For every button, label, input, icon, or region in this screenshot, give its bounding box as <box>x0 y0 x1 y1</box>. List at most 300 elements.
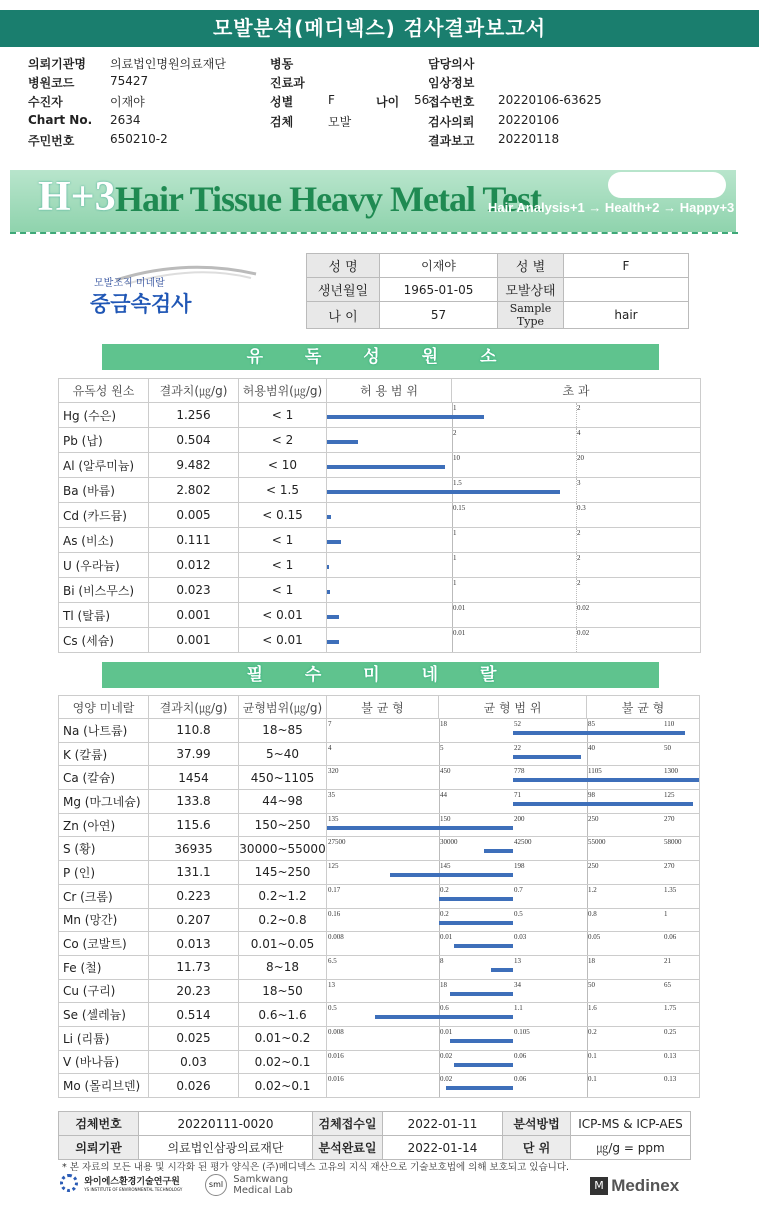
samkwang-sub: Medical Lab <box>233 1185 293 1196</box>
mineral-element: Mg (마그네슘) <box>59 790 149 814</box>
info-value: 20220106 <box>498 113 560 127</box>
method-value: ICP-MS & ICP-AES <box>571 1112 691 1136</box>
mineral-bar <box>327 826 513 830</box>
toxic-row <box>59 403 701 428</box>
toxic-range: < 1 <box>239 528 327 553</box>
mineral-element: Na (나트륨) <box>59 719 149 743</box>
gauge-tick: 27500 <box>328 838 346 847</box>
medinex-name: Medinex <box>611 1176 680 1195</box>
mineral-bar <box>439 897 513 901</box>
info-label: 결과보고 <box>428 134 475 148</box>
mineral-col-header: 균형범위(㎍/g) <box>239 696 327 719</box>
toxic-gauge <box>327 628 701 653</box>
banner-title: Hair Tissue Heavy Metal Test <box>115 179 542 219</box>
toxic-element: Cd (카드뮴) <box>59 503 149 528</box>
toxic-value: 0.001 <box>149 603 239 628</box>
info-label: 의뢰기관명 <box>28 57 86 71</box>
gauge-tick: 150 <box>440 814 451 823</box>
gauge-tick: 0.1 <box>588 1051 597 1060</box>
toxic-bar <box>327 515 331 519</box>
toxic-element: Al (알루미늄) <box>59 453 149 478</box>
mineral-row <box>59 1050 700 1074</box>
mineral-gauge <box>327 837 700 861</box>
gauge-tick: 65 <box>664 980 671 989</box>
toxic-element: Hg (수은) <box>59 403 149 428</box>
name-label: 성 명 <box>307 254 380 278</box>
specimen-no-label: 검체번호 <box>59 1112 139 1136</box>
mineral-gauge <box>327 979 700 1003</box>
gauge-tick: 1.6 <box>588 1004 597 1013</box>
toxic-row <box>59 578 701 603</box>
gauge-tick: 50 <box>664 743 671 752</box>
toxic-value: 0.005 <box>149 503 239 528</box>
info-value: 20220106-63625 <box>498 93 602 107</box>
gauge-tick: 0.02 <box>440 1075 453 1084</box>
mineral-section-title: 필 수 미 네 랄 <box>102 662 659 688</box>
copyright-note: * 본 자료의 모든 내용 및 시각화 된 평가 양식은 (주)메디넥스 고유의 지식 재산으로 기술보호법에 의해 보호되고 있습니다. <box>62 1162 570 1173</box>
mineral-range: 0.01~0.05 <box>239 932 327 956</box>
gauge-tick: 270 <box>664 862 675 871</box>
mineral-value: 0.207 <box>149 908 239 932</box>
mineral-gauge <box>327 1003 700 1027</box>
mineral-value: 0.223 <box>149 884 239 908</box>
dob-value: 1965-01-05 <box>380 278 498 302</box>
mineral-gauge <box>327 1026 700 1050</box>
gauge-tick: 1 <box>453 554 457 562</box>
mineral-table <box>58 695 700 1098</box>
ys-logo <box>60 1174 182 1192</box>
gauge-tick: 0.25 <box>664 1027 677 1036</box>
gauge-tick: 1.75 <box>664 1004 677 1013</box>
gauge-tick: 7 <box>328 720 332 728</box>
mineral-element: Cu (구리) <box>59 979 149 1003</box>
mineral-value: 20.23 <box>149 979 239 1003</box>
toxic-value: 0.001 <box>149 628 239 653</box>
gauge-tick: 778 <box>514 767 525 776</box>
mineral-value: 0.514 <box>149 1003 239 1027</box>
toxic-element: Pb (납) <box>59 428 149 453</box>
mineral-value: 36935 <box>149 837 239 861</box>
mineral-row <box>59 979 700 1003</box>
ys-subname: YS INSTITUTE OF ENVIRONMENTAL TECHNOLOGY <box>84 1187 183 1192</box>
gauge-tick: 0.105 <box>514 1027 530 1036</box>
gauge-tick: 250 <box>588 814 599 823</box>
mineral-range: 150~250 <box>239 813 327 837</box>
banner-subtitle: Hair Analysis+1 → Health+2 → Happy+3 <box>488 200 735 215</box>
mineral-element: Mo (몰리브덴) <box>59 1074 149 1098</box>
samkwang-name: Samkwang <box>233 1174 289 1185</box>
toxic-value: 2.802 <box>149 478 239 503</box>
toxic-bar <box>327 415 484 419</box>
gauge-tick: 0.8 <box>588 909 597 918</box>
toxic-gauge <box>327 428 701 453</box>
age-value: 56 <box>414 93 430 107</box>
toxic-table <box>58 378 701 653</box>
mineral-element: S (황) <box>59 837 149 861</box>
gauge-tick: 0.2 <box>440 909 449 918</box>
gauge-tick: 18 <box>588 956 595 965</box>
toxic-col-header: 초 과 <box>452 379 701 403</box>
gauge-tick: 0.15 <box>453 504 466 512</box>
institution-value: 의료법인삼광의료재단 <box>139 1136 313 1160</box>
receipt-date-label: 검체접수일 <box>313 1112 383 1136</box>
gauge-tick: 22 <box>514 743 521 752</box>
gauge-tick: 10 <box>453 454 460 462</box>
gauge-tick: 44 <box>440 791 447 800</box>
gauge-tick: 52 <box>514 720 521 728</box>
toxic-range: < 2 <box>239 428 327 453</box>
mineral-element: Zn (아연) <box>59 813 149 837</box>
mineral-value: 0.03 <box>149 1050 239 1074</box>
gauge-tick: 50 <box>588 980 595 989</box>
gauge-tick: 125 <box>328 862 339 871</box>
toxic-row <box>59 603 701 628</box>
gauge-tick: 2 <box>577 529 581 537</box>
mineral-range: 0.02~0.1 <box>239 1074 327 1098</box>
gauge-tick: 0.01 <box>453 604 466 612</box>
unit-label: 단 위 <box>503 1136 571 1160</box>
mineral-range: 8~18 <box>239 955 327 979</box>
gauge-tick: 198 <box>514 862 525 871</box>
sample-type-value: hair <box>564 302 689 329</box>
toxic-range: < 0.15 <box>239 503 327 528</box>
toxic-value: 0.111 <box>149 528 239 553</box>
gauge-tick: 20 <box>577 454 584 462</box>
mineral-header-row <box>59 696 700 719</box>
mineral-value: 1454 <box>149 766 239 790</box>
info-label: 임상정보 <box>428 76 475 90</box>
receipt-date: 2022-01-11 <box>383 1112 503 1136</box>
toxic-gauge <box>327 478 701 503</box>
toxic-element: U (우라늄) <box>59 553 149 578</box>
gauge-tick: 250 <box>588 862 599 871</box>
toxic-bar <box>327 615 339 619</box>
banner-pill <box>608 172 726 198</box>
mineral-bar <box>491 968 513 972</box>
gauge-tick: 0.13 <box>664 1075 677 1084</box>
mineral-bar <box>513 802 693 806</box>
mineral-gauge <box>327 790 700 814</box>
mineral-gauge <box>327 908 700 932</box>
age-value: 57 <box>380 302 498 329</box>
gauge-tick: 0.008 <box>328 1027 344 1036</box>
dob-label: 생년월일 <box>307 278 380 302</box>
toxic-row <box>59 503 701 528</box>
ys-name: 와이에스환경기술연구원 <box>84 1177 180 1187</box>
toxic-bar <box>327 465 445 469</box>
medinex-icon: M <box>590 1177 608 1195</box>
gauge-tick: 4 <box>577 429 581 437</box>
toxic-bar <box>327 440 358 444</box>
mineral-range: 0.6~1.6 <box>239 1003 327 1027</box>
gauge-tick: 110 <box>664 720 675 728</box>
gauge-tick: 2 <box>577 404 581 412</box>
gauge-tick: 2 <box>577 554 581 562</box>
toxic-gauge <box>327 578 701 603</box>
gauge-tick: 1.5 <box>453 479 462 487</box>
sml-icon: sml <box>205 1174 227 1196</box>
mineral-col-header: 불 균 형 <box>587 696 700 719</box>
logo-title: 중금속검사 <box>90 292 192 316</box>
mineral-gauge <box>327 1050 700 1074</box>
toxic-range: < 1 <box>239 578 327 603</box>
gauge-tick: 200 <box>514 814 525 823</box>
mineral-value: 133.8 <box>149 790 239 814</box>
age-label: 나이 <box>376 95 400 109</box>
gauge-tick: 1.1 <box>514 1004 523 1013</box>
gauge-tick: 1 <box>453 404 457 412</box>
gauge-tick: 71 <box>514 791 521 800</box>
toxic-bar <box>327 640 339 644</box>
mineral-gauge <box>327 766 700 790</box>
gauge-tick: 1300 <box>664 767 678 776</box>
gauge-tick: 30000 <box>440 838 458 847</box>
mineral-gauge <box>327 932 700 956</box>
gauge-tick: 0.02 <box>577 629 590 637</box>
mineral-element: Cr (크롬) <box>59 884 149 908</box>
mineral-bar <box>484 849 513 853</box>
toxic-element: Ba (바륨) <box>59 478 149 503</box>
method-label: 분석방법 <box>503 1112 571 1136</box>
mineral-gauge <box>327 719 700 743</box>
info-label: 담당의사 <box>428 57 475 71</box>
gauge-tick: 450 <box>440 767 451 776</box>
gauge-tick: 34 <box>514 980 521 989</box>
gauge-tick: 42500 <box>514 838 532 847</box>
toxic-gauge <box>327 528 701 553</box>
toxic-row <box>59 478 701 503</box>
mineral-gauge <box>327 861 700 885</box>
mineral-element: K (칼륨) <box>59 742 149 766</box>
info-value: 이재야 <box>110 95 145 109</box>
toxic-col-header: 결과치(㎍/g) <box>149 379 239 403</box>
info-value: 의료법인명원의료재단 <box>110 57 226 71</box>
info-value: 모발 <box>328 115 352 129</box>
mineral-gauge <box>327 742 700 766</box>
toxic-range: < 0.01 <box>239 628 327 653</box>
mineral-row <box>59 955 700 979</box>
toxic-range: < 0.01 <box>239 603 327 628</box>
info-label: 진료과 <box>270 76 305 90</box>
mineral-row <box>59 813 700 837</box>
info-label: Chart No. <box>28 113 93 127</box>
mineral-element: P (인) <box>59 861 149 885</box>
toxic-header-row <box>59 379 701 403</box>
gauge-tick: 2 <box>453 429 457 437</box>
toxic-gauge <box>327 603 701 628</box>
gauge-tick: 5 <box>440 743 444 752</box>
info-label: 수진자 <box>28 95 63 109</box>
gauge-tick: 35 <box>328 791 335 800</box>
gauge-tick: 1 <box>453 579 457 587</box>
gauge-tick: 0.06 <box>664 933 677 942</box>
mineral-row <box>59 1026 700 1050</box>
toxic-range: < 1 <box>239 403 327 428</box>
gauge-tick: 3 <box>577 479 581 487</box>
gauge-tick: 1 <box>664 909 668 918</box>
toxic-row <box>59 528 701 553</box>
mineral-range: 0.2~1.2 <box>239 884 327 908</box>
toxic-range: < 10 <box>239 453 327 478</box>
toxic-element: As (비소) <box>59 528 149 553</box>
gauge-tick: 0.13 <box>664 1051 677 1060</box>
gauge-tick: 58000 <box>664 838 682 847</box>
mineral-row <box>59 837 700 861</box>
info-value: F <box>328 93 335 107</box>
heavy-metal-logo <box>86 262 266 324</box>
mineral-range: 44~98 <box>239 790 327 814</box>
h3-logo: H+3 <box>38 174 116 220</box>
sex-label: 성 별 <box>498 254 564 278</box>
gauge-tick: 0.5 <box>514 909 523 918</box>
mineral-col-header: 균 형 범 위 <box>439 696 587 719</box>
specimen-table <box>58 1111 691 1160</box>
toxic-row <box>59 453 701 478</box>
logo-subtitle: 모발조직 미네랄 <box>94 278 165 289</box>
mineral-bar <box>513 778 700 782</box>
samkwang-logo <box>205 1174 293 1196</box>
toxic-bar <box>327 490 560 494</box>
info-label: 병동 <box>270 57 294 71</box>
toxic-gauge <box>327 553 701 578</box>
mineral-range: 145~250 <box>239 861 327 885</box>
gauge-tick: 0.06 <box>514 1075 527 1084</box>
gauge-tick: 270 <box>664 814 675 823</box>
report-title: 모발분석(메디넥스) 검사결과보고서 <box>0 10 759 47</box>
mineral-gauge <box>327 955 700 979</box>
mineral-value: 37.99 <box>149 742 239 766</box>
gauge-tick: 13 <box>328 980 335 989</box>
gauge-tick: 0.6 <box>440 1004 449 1013</box>
mineral-row <box>59 790 700 814</box>
mineral-bar <box>454 1063 513 1067</box>
mineral-gauge <box>327 1074 700 1098</box>
mineral-range: 18~50 <box>239 979 327 1003</box>
gauge-tick: 0.01 <box>440 933 453 942</box>
toxic-col-header: 허 용 범 위 <box>327 379 452 403</box>
info-value: 20220118 <box>498 132 560 146</box>
hair-state-value <box>564 278 689 302</box>
gauge-tick: 320 <box>328 767 339 776</box>
mineral-value: 131.1 <box>149 861 239 885</box>
mineral-bar <box>513 731 685 735</box>
toxic-bar <box>327 540 341 544</box>
mineral-value: 0.013 <box>149 932 239 956</box>
gauge-tick: 0.016 <box>328 1051 344 1060</box>
mineral-col-header: 영양 미네랄 <box>59 696 149 719</box>
gauge-tick: 4 <box>328 743 332 752</box>
mineral-value: 0.025 <box>149 1026 239 1050</box>
gauge-tick: 1105 <box>588 767 602 776</box>
mineral-bar <box>450 1039 513 1043</box>
gauge-tick: 1 <box>453 529 457 537</box>
toxic-value: 1.256 <box>149 403 239 428</box>
mineral-element: Mn (망간) <box>59 908 149 932</box>
gauge-tick: 0.3 <box>577 504 586 512</box>
gauge-tick: 0.03 <box>514 933 527 942</box>
gauge-tick: 0.16 <box>328 909 341 918</box>
mineral-value: 0.026 <box>149 1074 239 1098</box>
mineral-range: 0.02~0.1 <box>239 1050 327 1074</box>
mineral-col-header: 결과치(㎍/g) <box>149 696 239 719</box>
info-value: 650210-2 <box>110 132 168 146</box>
gauge-tick: 13 <box>514 956 521 965</box>
toxic-gauge <box>327 503 701 528</box>
mineral-bar <box>446 1086 513 1090</box>
medinex-logo <box>590 1176 679 1196</box>
toxic-row <box>59 628 701 653</box>
gauge-tick: 125 <box>664 791 675 800</box>
unit-value: ㎍/g = ppm <box>571 1136 691 1160</box>
info-label: 성별 <box>270 95 294 109</box>
mineral-bar <box>439 921 513 925</box>
gauge-tick: 0.1 <box>588 1075 597 1084</box>
gauge-tick: 0.05 <box>588 933 601 942</box>
dashed-divider <box>10 232 738 234</box>
info-label: 접수번호 <box>428 95 475 109</box>
gauge-tick: 8 <box>440 956 444 965</box>
complete-date-label: 분석완료일 <box>313 1136 383 1160</box>
gauge-tick: 0.06 <box>514 1051 527 1060</box>
info-label: 검체 <box>270 115 294 129</box>
gauge-tick: 1.35 <box>664 885 677 894</box>
gauge-tick: 85 <box>588 720 595 728</box>
gauge-tick: 135 <box>328 814 339 823</box>
toxic-bar <box>327 565 329 569</box>
gauge-tick: 1.2 <box>588 885 597 894</box>
mineral-row <box>59 742 700 766</box>
sample-type-label: Sample Type <box>498 302 564 329</box>
gauge-tick: 0.016 <box>328 1075 344 1084</box>
gauge-tick: 18 <box>440 980 447 989</box>
toxic-value: 0.012 <box>149 553 239 578</box>
mineral-element: Li (리튬) <box>59 1026 149 1050</box>
toxic-element: Tl (탈륨) <box>59 603 149 628</box>
info-label: 주민번호 <box>28 134 75 148</box>
mineral-value: 11.73 <box>149 955 239 979</box>
toxic-element: Bi (비스무스) <box>59 578 149 603</box>
mineral-element: V (바나듐) <box>59 1050 149 1074</box>
institution-label: 의뢰기관 <box>59 1136 139 1160</box>
gauge-tick: 0.2 <box>440 885 449 894</box>
mineral-row <box>59 1074 700 1098</box>
toxic-gauge <box>327 403 701 428</box>
mineral-range: 0.2~0.8 <box>239 908 327 932</box>
info-value: 75427 <box>110 74 149 88</box>
mineral-row <box>59 1003 700 1027</box>
info-label: 병원코드 <box>28 76 75 90</box>
mineral-value: 110.8 <box>149 719 239 743</box>
gauge-tick: 40 <box>588 743 595 752</box>
mineral-element: Co (코발트) <box>59 932 149 956</box>
gauge-tick: 2 <box>577 579 581 587</box>
toxic-bar <box>327 590 330 594</box>
sex-value: F <box>564 254 689 278</box>
mineral-bar <box>454 944 513 948</box>
ys-icon <box>60 1174 78 1192</box>
toxic-value: 0.504 <box>149 428 239 453</box>
toxic-section-title: 유 독 성 원 소 <box>102 344 659 370</box>
gauge-tick: 0.7 <box>514 885 523 894</box>
specimen-no: 20220111-0020 <box>139 1112 313 1136</box>
complete-date: 2022-01-14 <box>383 1136 503 1160</box>
mineral-element: Fe (철) <box>59 955 149 979</box>
mineral-element: Ca (칼슘) <box>59 766 149 790</box>
name-value: 이재야 <box>380 254 498 278</box>
info-label: 검사의뢰 <box>428 115 475 129</box>
toxic-col-header: 허용범위(㎍/g) <box>239 379 327 403</box>
gauge-tick: 6.5 <box>328 956 337 965</box>
